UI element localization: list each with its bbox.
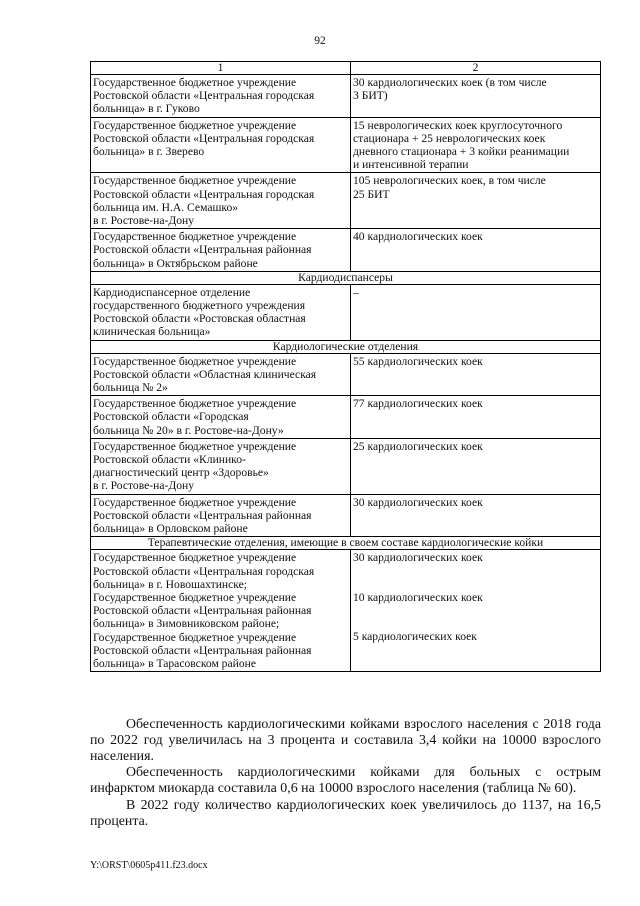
institution-cell: Государственное бюджетное учреждение Ростовской области «Центральная городская больница» в г. Зверево xyxy=(91,117,351,173)
header-col-1: 1 xyxy=(91,62,351,75)
table-row xyxy=(91,353,601,396)
file-path-footer: Y:\ORST\0605p411.f23.docx xyxy=(90,860,208,871)
beds-cell: 15 неврологических коек круглосуточного стационара + 25 неврологических коек дневного стационара + 3 койки реанимации и интенсивной терапии xyxy=(351,117,601,173)
table-section-row xyxy=(91,537,601,550)
table-row xyxy=(91,284,601,340)
beds-table-body xyxy=(91,62,601,672)
spacer xyxy=(353,578,598,591)
beds-cell: 105 неврологических коек, в том числе 25 БИТ xyxy=(351,173,601,229)
section-title: Кардиологические отделения xyxy=(91,340,601,353)
beds-cell: 40 кардиологических коек xyxy=(351,229,601,272)
table-section-row xyxy=(91,340,601,353)
table-section-row xyxy=(91,271,601,284)
institution-cell: Государственное бюджетное учреждение Ростовской области «Центральная районная больница» в Октябрьском районе xyxy=(91,229,351,272)
table-row xyxy=(91,494,601,537)
table-row xyxy=(91,173,601,229)
table-header-row xyxy=(91,62,601,75)
spacer xyxy=(353,565,598,578)
beds-cell: 55 кардиологических коек xyxy=(351,353,601,396)
beds-entry: 30 кардиологических коек xyxy=(353,551,483,565)
section-title: Кардиодиспансеры xyxy=(91,271,601,284)
table-row xyxy=(91,75,601,118)
page-number: 92 xyxy=(314,35,326,47)
paragraph: Обеспеченность кардиологическими койками для больных с острым инфарктом миокарда составила 0,6 на 10000 взрослого населения (таблица № 60). xyxy=(90,765,601,797)
institution-entry: Государственное бюджетное учреждение Ростовской области «Центральная городская больница» в г. Новошахтинске; xyxy=(93,551,315,591)
beds-cell xyxy=(351,550,601,672)
table-row xyxy=(91,117,601,173)
table-row xyxy=(91,550,601,672)
institution-cell: Государственное бюджетное учреждение Ростовской области «Центральная районная больница» в Орловском районе xyxy=(91,494,351,537)
beds-cell: – xyxy=(351,284,601,340)
institution-cell: Государственное бюджетное учреждение Ростовской области «Городская больница № 20» в г. Ростове-на-Дону» xyxy=(91,396,351,439)
beds-cell: 30 кардиологических коек xyxy=(351,494,601,537)
institution-cell xyxy=(91,550,351,672)
institution-cell: Государственное бюджетное учреждение Ростовской области «Центральная городская больница» в г. Гуково xyxy=(91,75,351,118)
beds-cell: 25 кардиологических коек xyxy=(351,438,601,494)
institution-entry: Государственное бюджетное учреждение Ростовской области «Центральная районная больница» в Зимовниковском районе; xyxy=(93,590,312,631)
table-row xyxy=(91,396,601,439)
spacer xyxy=(353,604,598,617)
institution-entry: Государственное бюджетное учреждение Ростовской области «Центральная районная больница» в Тарасовском районе xyxy=(93,630,312,670)
paragraph: Обеспеченность кардиологическими койками взрослого населения с 2018 года по 2022 год увеличилась на 3 процента и составила 3,4 койки на 10000 взрослого населения. xyxy=(90,717,601,764)
header-col-2: 2 xyxy=(351,62,601,75)
beds-entry: 10 кардиологических коек xyxy=(353,590,483,604)
paragraph: В 2022 году количество кардиологических коек увеличилось до 1137, на 16,5 процента. xyxy=(90,797,601,829)
institution-cell: Государственное бюджетное учреждение Ростовской области «Клинико- диагностический центр «Здоровье» в г. Ростове-на-Дону xyxy=(91,438,351,494)
table-row xyxy=(91,438,601,494)
section-title: Терапевтические отделения, имеющие в своем составе кардиологические койки xyxy=(91,537,601,550)
spacer xyxy=(353,617,598,630)
institution-cell: Государственное бюджетное учреждение Ростовской области «Областная клиническая больница № 2» xyxy=(91,353,351,396)
beds-cell: 30 кардиологических коек (в том числе 3 БИТ) xyxy=(351,75,601,118)
institution-cell: Кардиодиспансерное отделение государственного бюджетного учреждения Ростовской области «Ростовская областная клиническая больница» xyxy=(91,284,351,340)
beds-table xyxy=(90,61,601,672)
body-text xyxy=(90,717,601,831)
table-row xyxy=(91,229,601,272)
institution-cell: Государственное бюджетное учреждение Ростовской области «Центральная городская больница им. Н.А. Семашко» в г. Ростове-на-Дону xyxy=(91,173,351,229)
beds-entry: 5 кардиологических коек xyxy=(353,629,477,643)
beds-cell: 77 кардиологических коек xyxy=(351,396,601,439)
